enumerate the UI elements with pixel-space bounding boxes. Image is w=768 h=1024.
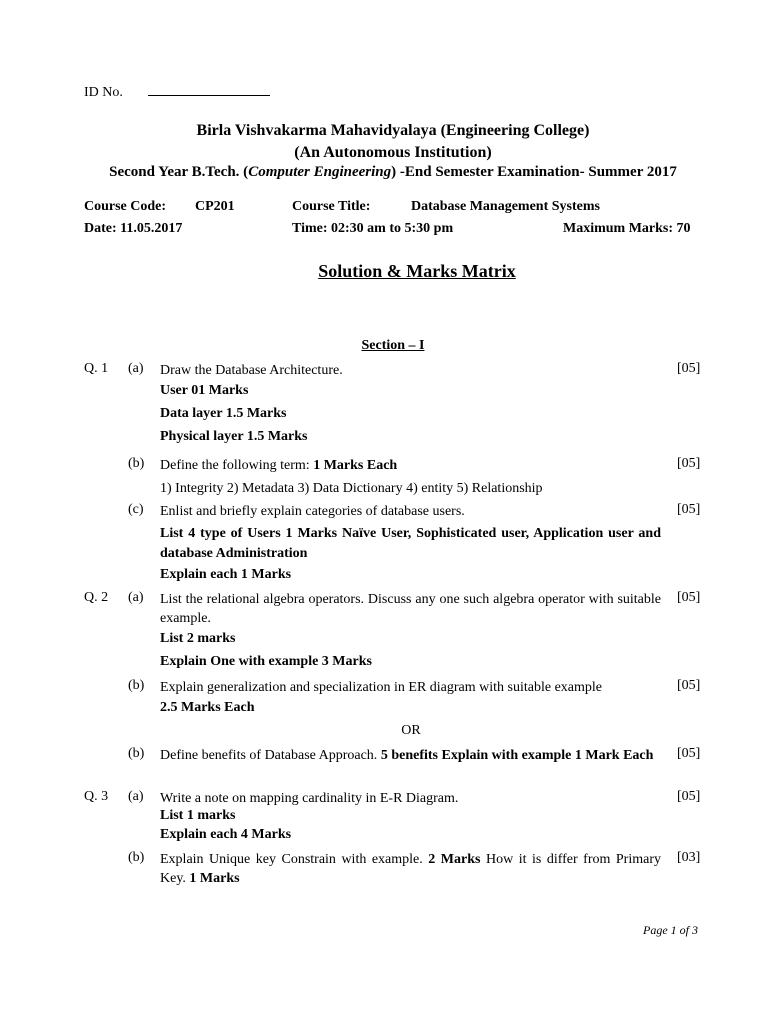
- q2a-solution-line: Explain One with example 3 Marks: [160, 654, 372, 669]
- q3a-solution-line: Explain each 4 Marks: [160, 827, 292, 842]
- q1-part-c: (c): [128, 502, 144, 517]
- section-heading: Section – I: [361, 338, 425, 353]
- id-number-field: [84, 85, 270, 101]
- q1-part-a: (a): [128, 361, 144, 376]
- q1b-marks: [05]: [677, 456, 701, 471]
- q2a-solution-line: List 2 marks: [160, 631, 236, 646]
- q1b-question-text: Define the following term:: [160, 458, 314, 473]
- course-title-label: Course Title:: [292, 199, 371, 214]
- q3b-question-text: Explain Unique key Constrain with example.: [160, 852, 429, 867]
- exam-title: [0, 164, 768, 181]
- q2b-alt-marks: [05]: [677, 746, 701, 761]
- q3-part-a: (a): [128, 789, 144, 804]
- q2-part-a: (a): [128, 590, 144, 605]
- q2b-marks: [05]: [677, 678, 701, 693]
- question-1-number: Q. 1: [84, 361, 109, 376]
- exam-prefix: Second Year B.Tech. (: [109, 164, 249, 180]
- exam-date: Date: 11.05.2017: [84, 221, 183, 236]
- id-blank-line: [148, 85, 270, 96]
- q1b-question: [160, 456, 661, 475]
- q3a-solution-line: List 1 marks: [160, 808, 236, 823]
- exam-suffix: ) -End Semester Examination- Summer 2017: [391, 164, 677, 180]
- q1a-marks: [05]: [677, 361, 701, 376]
- maximum-marks: Maximum Marks: 70: [563, 221, 691, 236]
- q1c-solution-explain: Explain each 1 Marks: [160, 567, 292, 582]
- course-title: Database Management Systems: [411, 199, 600, 214]
- q2b-solution-line: 2.5 Marks Each: [160, 700, 255, 715]
- q2b-alt-question-text: Define benefits of Database Approach.: [160, 748, 381, 763]
- question-3-number: Q. 3: [84, 789, 109, 804]
- college-name: Birla Vishvakarma Mahavidyalaya (Engineering College): [196, 122, 590, 139]
- id-label: ID No.: [84, 85, 123, 100]
- q1a-solution-line: Physical layer 1.5 Marks: [160, 429, 308, 444]
- q2b-question: Explain generalization and specialization in ER diagram with suitable example: [160, 680, 603, 695]
- course-code: CP201: [195, 199, 235, 214]
- q1c-question: Enlist and briefly explain categories of database users.: [160, 504, 465, 519]
- q3-part-b: (b): [128, 850, 145, 865]
- q1a-question: Draw the Database Architecture.: [160, 363, 343, 378]
- q3b-marks-note-2: 1 Marks: [189, 871, 240, 886]
- q1c-marks: [05]: [677, 502, 701, 517]
- institution-type: (An Autonomous Institution): [294, 144, 492, 161]
- q3b-question-text-2: How it is differ from Primary Key.: [160, 852, 661, 886]
- q1a-solution-line: Data layer 1.5 Marks: [160, 406, 287, 421]
- q2-part-b: (b): [128, 678, 145, 693]
- q1b-terms-list: 1) Integrity 2) Metadata 3) Data Dictionary 4) entity 5) Relationship: [160, 481, 543, 496]
- exam-branch: Computer Engineering: [248, 164, 392, 180]
- q2-part-b-alt: (b): [128, 746, 145, 761]
- q2a-question: List the relational algebra operators. Discuss any one such algebra operator with suitable example.: [160, 592, 661, 626]
- q3b-question: [160, 850, 661, 888]
- q1a-solution-line: User 01 Marks: [160, 383, 249, 398]
- exam-time: Time: 02:30 am to 5:30 pm: [292, 221, 454, 236]
- q3b-marks-note-1: 2 Marks: [428, 852, 481, 867]
- or-separator: OR: [401, 723, 421, 738]
- page-number: Page 1 of 3: [643, 923, 698, 937]
- document-title: Solution & Marks Matrix: [318, 261, 516, 281]
- q2a-marks: [05]: [677, 590, 701, 605]
- q2b-alt-solution: 5 benefits Explain with example 1 Mark Each: [380, 748, 654, 763]
- q3a-question: Write a note on mapping cardinality in E-R Diagram.: [160, 791, 459, 806]
- course-code-label: Course Code:: [84, 199, 167, 214]
- question-2-number: Q. 2: [84, 590, 109, 605]
- q3a-marks: [05]: [677, 789, 701, 804]
- q2b-alt-question: [160, 746, 661, 765]
- q1b-question-marks-note: 1 Marks Each: [313, 458, 398, 473]
- q1c-solution-users: List 4 type of Users 1 Marks Naïve User, Sophisticated user, Application user and database Administration: [160, 526, 661, 561]
- q1-part-b: (b): [128, 456, 145, 471]
- q3b-marks: [03]: [677, 850, 701, 865]
